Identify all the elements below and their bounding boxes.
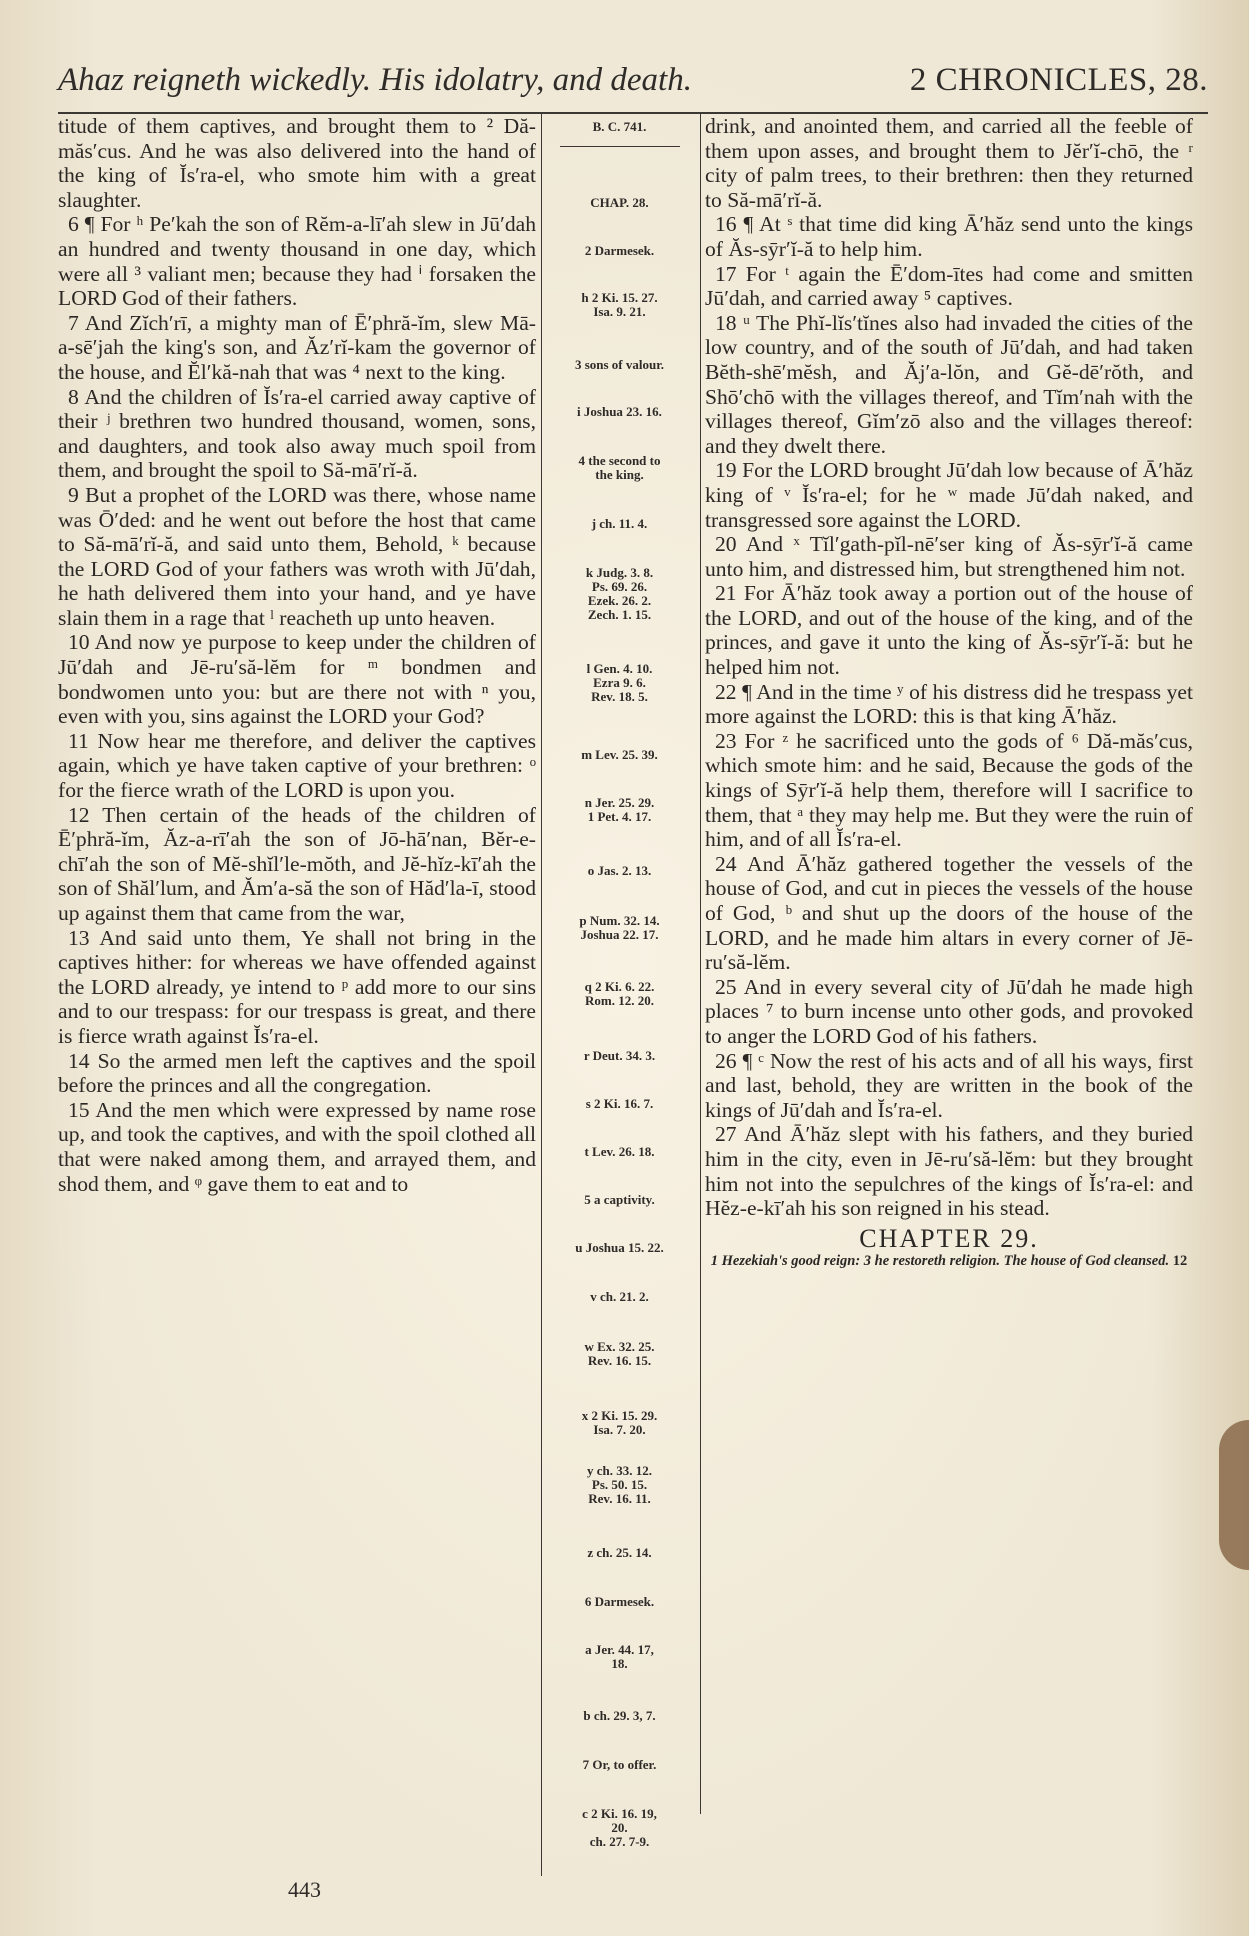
right-column (705, 114, 1193, 1876)
header-left: Ahaz reigneth wickedly. His idolatry, and death. (58, 62, 692, 98)
verse-paragraph: 25 And in every several city of Jū′dah he made high places ⁷ to burn incense unto other gods, and provoked to anger the LORD God of his fathers. (705, 974, 1193, 1048)
verse-paragraph: 18 ᵘ The Phĭ-lĭs′tĭnes also had invaded the cities of the low country, and of the south of Jū′dah, and had taken Bĕth-shē′mĕsh, and Ăj′a-lŏn, and Gĕ-dē′rŏth, and Shō′chō with the villages thereof, and Tĭm′nah with the villages thereof, Gĭm′zō also and the villages thereof: and they dwelt there. (705, 310, 1193, 458)
verse-paragraph: 23 For ᶻ he sacrificed unto the gods of ⁶ Dă-măs′cus, which smote him: and he said, Because the gods of the kings of Sӯr′ĭ-ă help them, therefore will I sacrifice to them, that ᵃ they may help me. But they were the ruin of him, and of all Ĭs′ra-el. (705, 728, 1193, 852)
verse-paragraph: 15 And the men which were expressed by name rose up, and took the captives, and with the spoil clothed all that were naked among them, and arrayed them, and shod them, and ᵠ gave them to eat and to (58, 1097, 536, 1196)
margin-note: b ch. 29. 3, 7. (583, 1708, 656, 1723)
page-number: 443 (288, 1877, 321, 1902)
header-right: 2 CHRONICLES, 28. (909, 62, 1208, 98)
margin-note: CHAP. 28. (590, 195, 649, 210)
margin-note: p Num. 32. 14. Joshua 22. 17. (579, 913, 660, 942)
column-rule-right (700, 114, 701, 1814)
verse-paragraph: 17 For ᵗ again the Ē′dom-ītes had come and smitten Jū′dah, and carried away ⁵ captives. (705, 261, 1193, 311)
margin-note: x 2 Ki. 15. 29. Isa. 7. 20. (581, 1408, 658, 1437)
left-column (58, 114, 536, 1876)
margin-note: h 2 Ki. 15. 27. Isa. 9. 21. (581, 290, 658, 319)
margin-note: z ch. 25. 14. (587, 1545, 652, 1560)
verse-paragraph: 27 And Ā′hăz slept with his fathers, and they buried him in the city, even in Jē-ru′să-lĕm: but they brought him not into the sepulchres of the kings of Ĭs′ra-el: and Hĕz-e-kī′ah his son reigned in his stead. (705, 1122, 1193, 1221)
verse-paragraph: 16 ¶ At ˢ that time did king Ā′hăz send unto the kings of Ăs-sӯr′ĭ-ă to help him. (705, 212, 1193, 261)
verse-paragraph: titude of them captives, and brought them to ² Dă-măs′cus. And he was also delivered into the hand of the king of Ĭs′ra-el, who smote him with a great slaughter. (58, 114, 536, 212)
verse-paragraph: 7 And Zĭch′rī, a mighty man of Ē′phră-ĭm, slew Mā-a-sē′jah the king's son, and Ăz′rĭ-kam the governor of the house, and Ĕl′kă-nah that was ⁴ next to the king. (58, 310, 536, 384)
verse-paragraph: 26 ¶ ᶜ Now the rest of his acts and of all his ways, first and last, behold, they are written in the book of the kings of Jū′dah and Ĭs′ra-el. (705, 1048, 1193, 1122)
running-header (58, 62, 1208, 106)
margin-note: o Jas. 2. 13. (587, 863, 652, 878)
margin-note: m Lev. 25. 39. (581, 747, 658, 762)
verse-paragraph: 14 So the armed men left the captives and the spoil before the princes and all the congregation. (58, 1048, 536, 1098)
margin-note: i Joshua 23. 16. (577, 404, 662, 419)
margin-note: B. C. 741. (592, 119, 647, 134)
margin-note: u Joshua 15. 22. (575, 1240, 664, 1255)
margin-note: n Jer. 25. 29. 1 Pet. 4. 17. (584, 795, 655, 824)
margin-note: 4 the second to the king. (578, 453, 661, 482)
margin-note: 2 Darmesek. (584, 243, 655, 258)
margin-note: v ch. 21. 2. (590, 1289, 649, 1304)
verse-paragraph: 12 Then certain of the heads of the children of Ē′phră-ĭm, Ăz-a-rī′ah the son of Jō-hā′nan, Bĕr-e-chī′ah the son of Mĕ-shĭl′le-mŏth, and Jĕ-hĭz-kī′ah the son of Shăl′lum, and Ăm′a-să the son of Hăd′la-ī, stood up against them that came from the war, (58, 802, 536, 925)
margin-note: w Ex. 32. 25. Rev. 16. 15. (584, 1339, 655, 1368)
verse-paragraph: 21 For Ā′hăz took away a portion out of the house of the LORD, and out of the house of the king, and of the princes, and gave it unto the king of Ăs-sӯr′ĭ-ă: but he helped him not. (705, 581, 1193, 680)
verse-paragraph: 8 And the children of Ĭs′ra-el carried away captive of their ʲ brethren two hundred thousand, women, sons, and daughters, and took also away much spoil from them, and brought the spoil to Să-mā′rĭ-ă. (58, 384, 536, 483)
margin-note: 5 a captivity. (584, 1192, 655, 1207)
margin-note: 7 Or, to offer. (582, 1757, 657, 1772)
verse-paragraph: 19 For the LORD brought Jū′dah low because of Ā′hăz king of ᵛ Ĭs′ra-el; for he ʷ made Jū′dah naked, and transgressed sore against the LORD. (705, 458, 1193, 532)
verse-paragraph: 9 But a prophet of the LORD was there, whose name was Ō′ded: and he went out before the host that came to Să-mā′rĭ-ă, and said unto them, Behold, ᵏ because the LORD God of your fathers was wroth with Jū′dah, he hath delivered them into your hand, and ye have slain them in a rage that ˡ reacheth up unto heaven. (58, 482, 536, 630)
margin-note: k Judg. 3. 8. Ps. 69. 26. Ezek. 26. 2. Zech. 1. 15. (585, 565, 654, 622)
verse-paragraph: 11 Now hear me therefore, and deliver the captives again, which ye have taken captive of your brethren: ᵒ for the fierce wrath of the LORD is upon you. (58, 728, 536, 803)
thumb-shadow (1219, 1420, 1249, 1570)
margin-rule (560, 146, 680, 147)
verse-paragraph: 10 And now ye purpose to keep under the children of Jū′dah and Jē-ru′să-lĕm for ᵐ bondmen and bondwomen unto you: but are there not with ⁿ you, even with you, sins against the LORD your God? (58, 630, 536, 729)
margin-note: a Jer. 44. 17, 18. (585, 1642, 654, 1671)
verse-paragraph: 24 And Ā′hăz gathered together the vessels of the house of God, and cut in pieces the vessels of the house of God, ᵇ and shut up the doors of the house of the LORD, and he made him altars in every corner of Jē-ru′să-lĕm. (705, 851, 1193, 975)
margin-note: j ch. 11. 4. (591, 516, 648, 531)
chapter-summary-text: 1 Hezekiah's good reign: 3 he restoreth religion. The house of God cleansed. (710, 1253, 1170, 1270)
verse-paragraph: 13 And said unto them, Ye shall not bring in the captives hither: for whereas we have offended against the LORD already, ye intend to ᵖ add more to our sins and to our trespass: for our trespass is great, and there is fierce wrath against Ĭs′ra-el. (58, 925, 536, 1048)
margin-references (542, 114, 697, 1876)
margin-note: q 2 Ki. 6. 22. Rom. 12. 20. (584, 979, 655, 1008)
margin-note: 3 sons of valour. (574, 357, 665, 372)
margin-note: c 2 Ki. 16. 19, 20. ch. 27. 7-9. (582, 1806, 657, 1849)
verse-paragraph: 22 ¶ And in the time ʸ of his distress did he trespass yet more against the LORD: this is that king Ā′hăz. (705, 679, 1193, 729)
chapter-heading: CHAPTER 29. (859, 1223, 1039, 1253)
margin-note: r Deut. 34. 3. (583, 1048, 656, 1063)
margin-note: 6 Darmesek. (584, 1594, 655, 1609)
chapter-summary-number: 12 (1172, 1253, 1188, 1270)
margin-note: t Lev. 26. 18. (584, 1144, 655, 1159)
verse-paragraph: 20 And ˣ Tĭl′gath-pĭl-nē′ser king of Ăs-sӯr′ĭ-ă came unto him, and distressed him, but strengthened him not. (705, 532, 1193, 581)
verse-paragraph: drink, and anointed them, and carried all the feeble of them upon asses, and brought them to Jĕr′ĭ-chō, the ʳ city of palm trees, to their brethren: then they returned to Să-mā′rĭ-ă. (705, 114, 1193, 212)
chapter-summary (705, 1253, 1193, 1270)
margin-note: y ch. 33. 12. Ps. 50. 15. Rev. 16. 11. (587, 1463, 652, 1506)
margin-note: s 2 Ki. 16. 7. (585, 1096, 654, 1111)
margin-note: l Gen. 4. 10. Ezra 9. 6. Rev. 18. 5. (586, 661, 653, 704)
verse-paragraph: 6 ¶ For ʰ Pe′kah the son of Rĕm-a-lī′ah slew in Jū′dah an hundred and twenty thousand in one day, which were all ³ valiant men; because they had ⁱ forsaken the LORD God of their fathers. (58, 212, 536, 311)
